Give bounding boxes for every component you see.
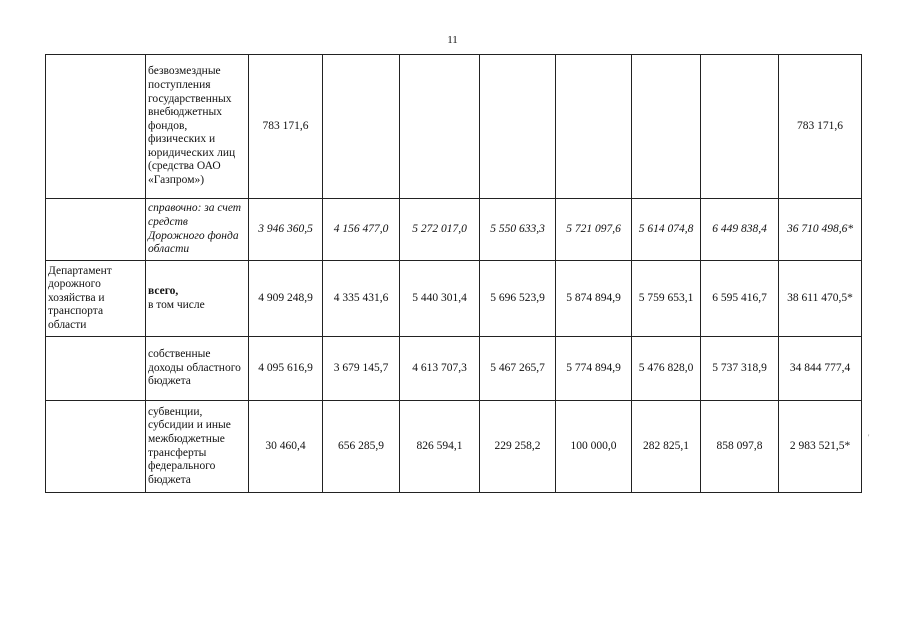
value-cell: 6 595 416,7 bbox=[701, 261, 779, 337]
budget-table bbox=[45, 54, 862, 493]
value-cell: 4 909 248,9 bbox=[249, 261, 323, 337]
department-cell: Департамент дорожного хозяйства и транспорта области bbox=[46, 261, 146, 337]
value-cell: 5 696 523,9 bbox=[480, 261, 556, 337]
value-cell: 4 095 616,9 bbox=[249, 337, 323, 401]
value-cell: 826 594,1 bbox=[400, 401, 480, 493]
total-value-cell: 34 844 777,4 bbox=[779, 337, 862, 401]
value-cell: 4 335 431,6 bbox=[323, 261, 400, 337]
including-label: в том числе bbox=[148, 298, 205, 311]
value-cell bbox=[556, 55, 632, 199]
value-cell: 5 272 017,0 bbox=[400, 199, 480, 261]
total-value-cell: 36 710 498,6* bbox=[779, 199, 862, 261]
funding-source-cell: субвенции, субсидии и иные межбюджетные трансферты федерального бюджета bbox=[146, 401, 249, 493]
table-row bbox=[46, 337, 862, 401]
value-cell: 5 737 318,9 bbox=[701, 337, 779, 401]
total-label: всего, bbox=[148, 284, 179, 297]
total-value-cell: 783 171,6 bbox=[779, 55, 862, 199]
value-cell: 5 550 633,3 bbox=[480, 199, 556, 261]
department-cell bbox=[46, 337, 146, 401]
page-number: 11 bbox=[447, 34, 458, 46]
value-cell bbox=[400, 55, 480, 199]
value-cell: 5 759 653,1 bbox=[632, 261, 701, 337]
total-value-cell: 2 983 521,5* bbox=[779, 401, 862, 493]
department-cell bbox=[46, 55, 146, 199]
value-cell: 5 440 301,4 bbox=[400, 261, 480, 337]
table-row bbox=[46, 401, 862, 493]
value-cell: 30 460,4 bbox=[249, 401, 323, 493]
value-cell: 100 000,0 bbox=[556, 401, 632, 493]
funding-source-cell: безвозмездные поступления государственных внебюджетных фондов, физических и юридических лиц (средства ОАО «Газпром») bbox=[146, 55, 249, 199]
value-cell: 3 946 360,5 bbox=[249, 199, 323, 261]
scan-mark: ' bbox=[868, 433, 870, 442]
value-cell: 783 171,6 bbox=[249, 55, 323, 199]
value-cell bbox=[480, 55, 556, 199]
value-cell: 5 874 894,9 bbox=[556, 261, 632, 337]
funding-source-cell bbox=[146, 261, 249, 337]
value-cell: 5 476 828,0 bbox=[632, 337, 701, 401]
value-cell: 4 613 707,3 bbox=[400, 337, 480, 401]
funding-source-cell: справочно: за счет средств Дорожного фонда области bbox=[146, 199, 249, 261]
value-cell: 5 614 074,8 bbox=[632, 199, 701, 261]
department-cell bbox=[46, 401, 146, 493]
value-cell: 5 467 265,7 bbox=[480, 337, 556, 401]
value-cell: 858 097,8 bbox=[701, 401, 779, 493]
value-cell bbox=[701, 55, 779, 199]
value-cell: 282 825,1 bbox=[632, 401, 701, 493]
department-cell bbox=[46, 199, 146, 261]
value-cell: 4 156 477,0 bbox=[323, 199, 400, 261]
table-row bbox=[46, 55, 862, 199]
table-row bbox=[46, 199, 862, 261]
value-cell: 656 285,9 bbox=[323, 401, 400, 493]
value-cell: 229 258,2 bbox=[480, 401, 556, 493]
table-row bbox=[46, 261, 862, 337]
total-value-cell: 38 611 470,5* bbox=[779, 261, 862, 337]
value-cell: 3 679 145,7 bbox=[323, 337, 400, 401]
value-cell bbox=[632, 55, 701, 199]
value-cell: 6 449 838,4 bbox=[701, 199, 779, 261]
value-cell bbox=[323, 55, 400, 199]
value-cell: 5 721 097,6 bbox=[556, 199, 632, 261]
value-cell: 5 774 894,9 bbox=[556, 337, 632, 401]
funding-source-cell: собственные доходы областного бюджета bbox=[146, 337, 249, 401]
